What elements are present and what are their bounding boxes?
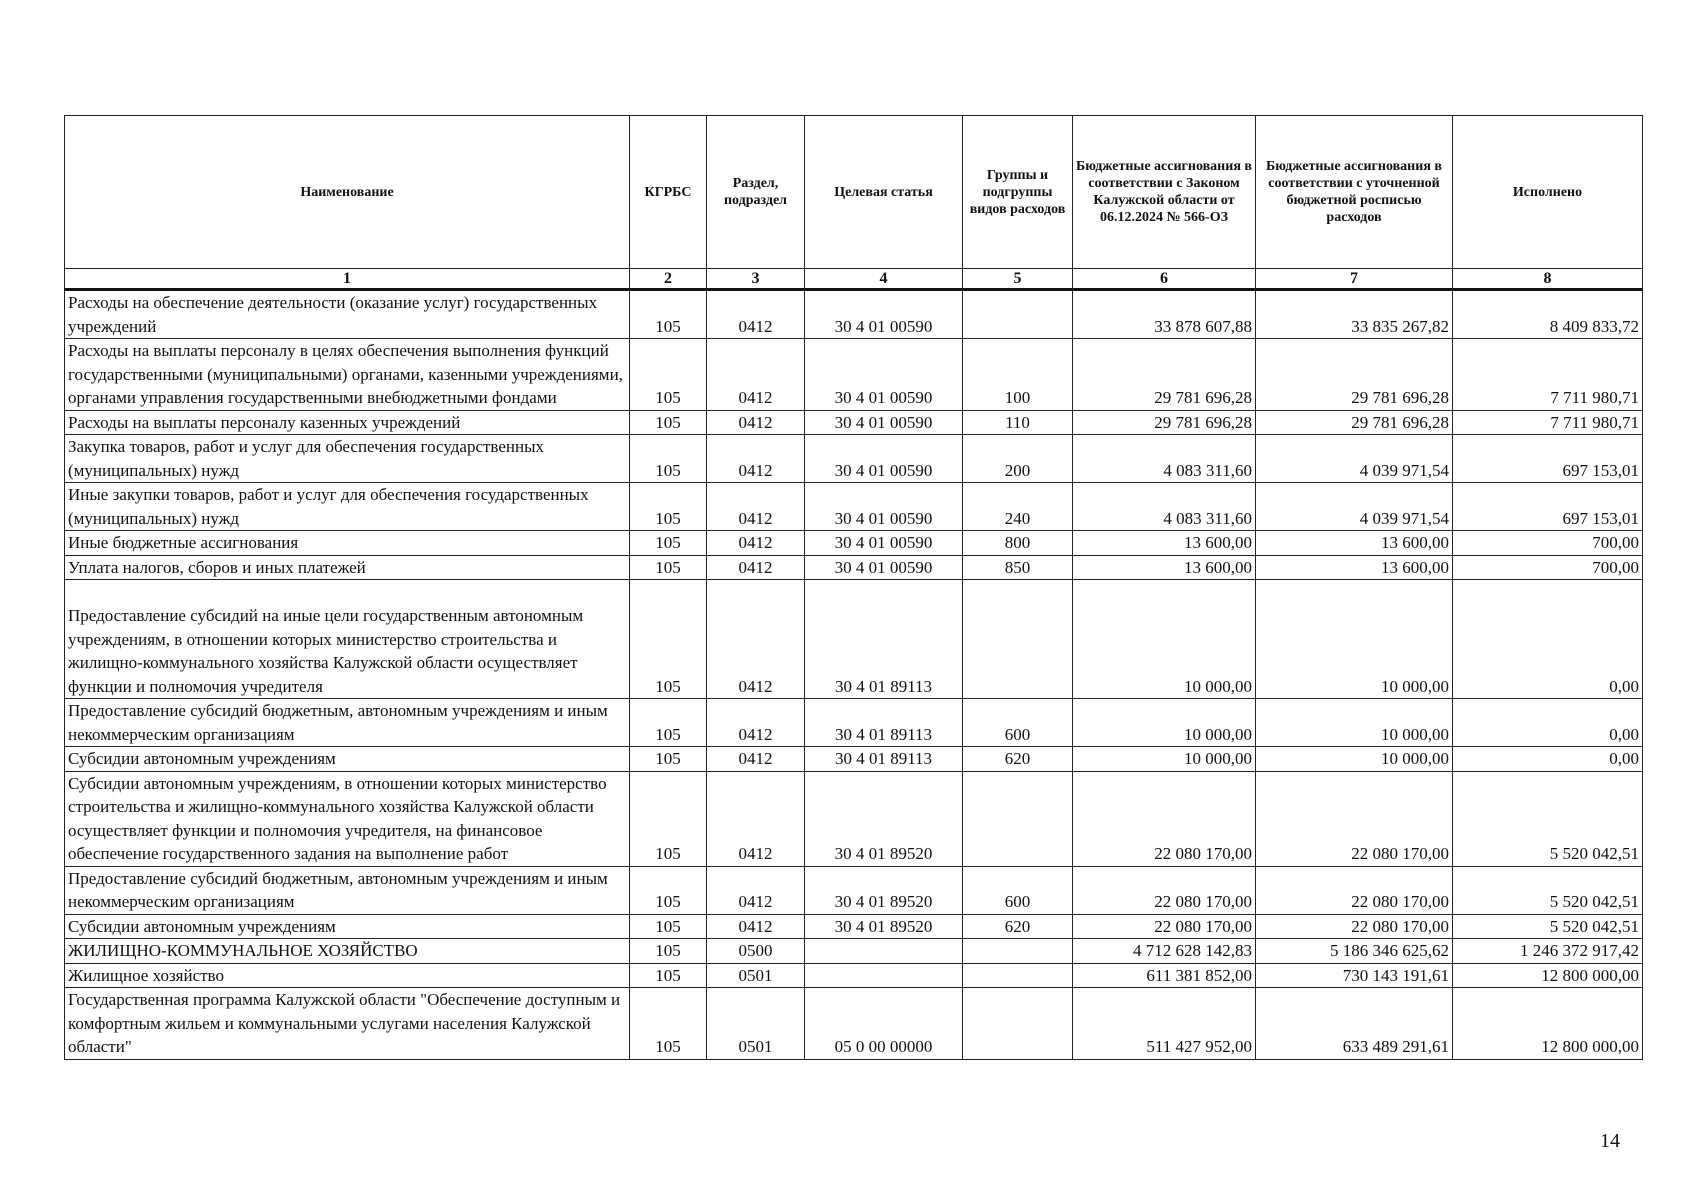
row-refined-allocation: 10 000,00 — [1256, 699, 1453, 747]
table-row — [65, 771, 1643, 866]
row-expense-group: 620 — [963, 914, 1073, 939]
row-law-allocation: 611 381 852,00 — [1073, 963, 1256, 988]
row-law-allocation: 10 000,00 — [1073, 699, 1256, 747]
row-kgrbs: 105 — [630, 531, 707, 556]
row-refined-allocation: 22 080 170,00 — [1256, 771, 1453, 866]
row-expense-group — [963, 771, 1073, 866]
column-number: 2 — [630, 269, 707, 290]
table-row — [65, 699, 1643, 747]
table-row — [65, 988, 1643, 1060]
header-target: Целевая статья — [805, 116, 963, 269]
row-law-allocation: 4 083 311,60 — [1073, 483, 1256, 531]
row-refined-allocation: 29 781 696,28 — [1256, 410, 1453, 435]
table-row — [65, 866, 1643, 914]
row-executed: 7 711 980,71 — [1453, 410, 1643, 435]
row-name: Закупка товаров, работ и услуг для обеспечения государственных (муниципальных) нужд — [65, 435, 630, 483]
row-refined-allocation: 13 600,00 — [1256, 531, 1453, 556]
row-law-allocation: 511 427 952,00 — [1073, 988, 1256, 1060]
row-law-allocation: 10 000,00 — [1073, 747, 1256, 772]
row-law-allocation: 29 781 696,28 — [1073, 410, 1256, 435]
header-law: Бюджетные ассигнования в соответствии с Законом Калужской области от 06.12.2024 № 566-ОЗ — [1073, 116, 1256, 269]
row-kgrbs: 105 — [630, 747, 707, 772]
table-row — [65, 914, 1643, 939]
row-expense-group — [963, 939, 1073, 964]
header-name: Наименование — [65, 116, 630, 269]
column-number: 3 — [707, 269, 805, 290]
table-row — [65, 580, 1643, 699]
header-group: Группы и подгруппы видов расходов — [963, 116, 1073, 269]
row-target-article: 30 4 01 89113 — [805, 699, 963, 747]
row-kgrbs: 105 — [630, 410, 707, 435]
row-name: Предоставление субсидий бюджетным, автономным учреждениям и иным некоммерческим организациям — [65, 699, 630, 747]
row-executed: 697 153,01 — [1453, 435, 1643, 483]
row-kgrbs: 105 — [630, 555, 707, 580]
row-refined-allocation: 4 039 971,54 — [1256, 435, 1453, 483]
row-target-article: 30 4 01 00590 — [805, 435, 963, 483]
row-executed: 700,00 — [1453, 555, 1643, 580]
row-target-article: 30 4 01 00590 — [805, 410, 963, 435]
row-razdel: 0412 — [707, 866, 805, 914]
budget-table — [64, 115, 1643, 1060]
row-name: Уплата налогов, сборов и иных платежей — [65, 555, 630, 580]
row-executed: 12 800 000,00 — [1453, 963, 1643, 988]
table-row — [65, 939, 1643, 964]
row-target-article — [805, 939, 963, 964]
row-name: Расходы на выплаты персоналу казенных учреждений — [65, 410, 630, 435]
row-kgrbs: 105 — [630, 435, 707, 483]
row-kgrbs: 105 — [630, 699, 707, 747]
row-target-article: 30 4 01 00590 — [805, 483, 963, 531]
row-refined-allocation: 4 039 971,54 — [1256, 483, 1453, 531]
row-target-article — [805, 963, 963, 988]
row-expense-group — [963, 290, 1073, 339]
row-refined-allocation: 29 781 696,28 — [1256, 339, 1453, 411]
row-kgrbs: 105 — [630, 963, 707, 988]
table-row — [65, 435, 1643, 483]
column-number: 7 — [1256, 269, 1453, 290]
row-refined-allocation: 13 600,00 — [1256, 555, 1453, 580]
row-razdel: 0412 — [707, 580, 805, 699]
row-refined-allocation: 5 186 346 625,62 — [1256, 939, 1453, 964]
row-razdel: 0412 — [707, 339, 805, 411]
row-refined-allocation: 633 489 291,61 — [1256, 988, 1453, 1060]
row-kgrbs: 105 — [630, 483, 707, 531]
row-name: Предоставление субсидий бюджетным, автономным учреждениям и иным некоммерческим организациям — [65, 866, 630, 914]
row-executed: 1 246 372 917,42 — [1453, 939, 1643, 964]
row-refined-allocation: 22 080 170,00 — [1256, 866, 1453, 914]
row-target-article: 30 4 01 89520 — [805, 914, 963, 939]
row-razdel: 0412 — [707, 699, 805, 747]
table-row — [65, 339, 1643, 411]
row-expense-group: 800 — [963, 531, 1073, 556]
row-razdel: 0412 — [707, 555, 805, 580]
header-row — [65, 116, 1643, 269]
row-razdel: 0501 — [707, 963, 805, 988]
row-law-allocation: 4 083 311,60 — [1073, 435, 1256, 483]
row-name: Предоставление субсидий на иные цели государственным автономным учреждениям, в отношении которых министерство строительства и жилищно-коммунального хозяйства Калужской области осуществляет функции и полномочия учредителя — [65, 580, 630, 699]
row-razdel: 0500 — [707, 939, 805, 964]
row-razdel: 0412 — [707, 747, 805, 772]
row-kgrbs: 105 — [630, 866, 707, 914]
row-target-article: 05 0 00 00000 — [805, 988, 963, 1060]
column-number: 6 — [1073, 269, 1256, 290]
header-razdel: Раздел, подраздел — [707, 116, 805, 269]
row-expense-group: 620 — [963, 747, 1073, 772]
column-number: 4 — [805, 269, 963, 290]
row-razdel: 0501 — [707, 988, 805, 1060]
column-number: 8 — [1453, 269, 1643, 290]
row-refined-allocation: 10 000,00 — [1256, 747, 1453, 772]
row-name: Иные закупки товаров, работ и услуг для обеспечения государственных (муниципальных) нужд — [65, 483, 630, 531]
header-executed: Исполнено — [1453, 116, 1643, 269]
row-executed: 5 520 042,51 — [1453, 866, 1643, 914]
row-target-article: 30 4 01 00590 — [805, 339, 963, 411]
row-name: ЖИЛИЩНО-КОММУНАЛЬНОЕ ХОЗЯЙСТВО — [65, 939, 630, 964]
row-target-article: 30 4 01 89520 — [805, 771, 963, 866]
column-number: 1 — [65, 269, 630, 290]
table-body — [65, 290, 1643, 1060]
row-law-allocation: 22 080 170,00 — [1073, 771, 1256, 866]
column-number-row — [65, 269, 1643, 290]
row-refined-allocation: 730 143 191,61 — [1256, 963, 1453, 988]
row-law-allocation: 29 781 696,28 — [1073, 339, 1256, 411]
row-name: Субсидии автономным учреждениям — [65, 914, 630, 939]
row-expense-group: 850 — [963, 555, 1073, 580]
row-law-allocation: 22 080 170,00 — [1073, 914, 1256, 939]
row-target-article: 30 4 01 00590 — [805, 290, 963, 339]
row-razdel: 0412 — [707, 410, 805, 435]
row-razdel: 0412 — [707, 531, 805, 556]
header-kgrbs: КГРБС — [630, 116, 707, 269]
row-name: Иные бюджетные ассигнования — [65, 531, 630, 556]
row-executed: 5 520 042,51 — [1453, 914, 1643, 939]
row-razdel: 0412 — [707, 771, 805, 866]
row-kgrbs: 105 — [630, 771, 707, 866]
row-expense-group: 240 — [963, 483, 1073, 531]
table-row — [65, 290, 1643, 339]
row-expense-group: 600 — [963, 699, 1073, 747]
row-razdel: 0412 — [707, 914, 805, 939]
row-expense-group: 200 — [963, 435, 1073, 483]
row-name: Субсидии автономным учреждениям, в отношении которых министерство строительства и жилищно-коммунального хозяйства Калужской области осуществляет функции и полномочия учредителя, на финансовое обеспечение государственного задания на выполнение работ — [65, 771, 630, 866]
table-row — [65, 531, 1643, 556]
row-law-allocation: 13 600,00 — [1073, 555, 1256, 580]
row-razdel: 0412 — [707, 483, 805, 531]
row-executed: 5 520 042,51 — [1453, 771, 1643, 866]
row-target-article: 30 4 01 89113 — [805, 747, 963, 772]
row-refined-allocation: 33 835 267,82 — [1256, 290, 1453, 339]
row-expense-group — [963, 988, 1073, 1060]
row-name: Государственная программа Калужской области "Обеспечение доступным и комфортным жильем и коммунальными услугами населения Калужской области" — [65, 988, 630, 1060]
row-target-article: 30 4 01 00590 — [805, 531, 963, 556]
row-executed: 697 153,01 — [1453, 483, 1643, 531]
column-number: 5 — [963, 269, 1073, 290]
row-law-allocation: 22 080 170,00 — [1073, 866, 1256, 914]
row-name: Жилищное хозяйство — [65, 963, 630, 988]
row-executed: 0,00 — [1453, 580, 1643, 699]
row-executed: 700,00 — [1453, 531, 1643, 556]
row-kgrbs: 105 — [630, 339, 707, 411]
table-row — [65, 483, 1643, 531]
row-refined-allocation: 22 080 170,00 — [1256, 914, 1453, 939]
row-law-allocation: 4 712 628 142,83 — [1073, 939, 1256, 964]
row-executed: 12 800 000,00 — [1453, 988, 1643, 1060]
row-expense-group: 600 — [963, 866, 1073, 914]
row-target-article: 30 4 01 00590 — [805, 555, 963, 580]
row-name: Расходы на выплаты персоналу в целях обеспечения выполнения функций государственными (муниципальными) органами, казенными учреждениями, органами управления государственными внебюджетными фондами — [65, 339, 630, 411]
row-expense-group — [963, 580, 1073, 699]
row-name: Расходы на обеспечение деятельности (оказание услуг) государственных учреждений — [65, 290, 630, 339]
table-row — [65, 963, 1643, 988]
row-target-article: 30 4 01 89113 — [805, 580, 963, 699]
row-expense-group — [963, 963, 1073, 988]
row-target-article: 30 4 01 89520 — [805, 866, 963, 914]
row-razdel: 0412 — [707, 435, 805, 483]
header-refined: Бюджетные ассигнования в соответствии с уточненной бюджетной росписью расходов — [1256, 116, 1453, 269]
table-row — [65, 747, 1643, 772]
row-executed: 8 409 833,72 — [1453, 290, 1643, 339]
row-refined-allocation: 10 000,00 — [1256, 580, 1453, 699]
row-law-allocation: 10 000,00 — [1073, 580, 1256, 699]
row-law-allocation: 13 600,00 — [1073, 531, 1256, 556]
row-law-allocation: 33 878 607,88 — [1073, 290, 1256, 339]
row-executed: 0,00 — [1453, 747, 1643, 772]
row-kgrbs: 105 — [630, 290, 707, 339]
row-expense-group: 100 — [963, 339, 1073, 411]
table-row — [65, 410, 1643, 435]
page-number: 14 — [1600, 1130, 1620, 1152]
row-expense-group: 110 — [963, 410, 1073, 435]
row-kgrbs: 105 — [630, 580, 707, 699]
row-kgrbs: 105 — [630, 988, 707, 1060]
row-kgrbs: 105 — [630, 939, 707, 964]
row-name: Субсидии автономным учреждениям — [65, 747, 630, 772]
row-executed: 0,00 — [1453, 699, 1643, 747]
table-row — [65, 555, 1643, 580]
row-kgrbs: 105 — [630, 914, 707, 939]
row-executed: 7 711 980,71 — [1453, 339, 1643, 411]
row-razdel: 0412 — [707, 290, 805, 339]
